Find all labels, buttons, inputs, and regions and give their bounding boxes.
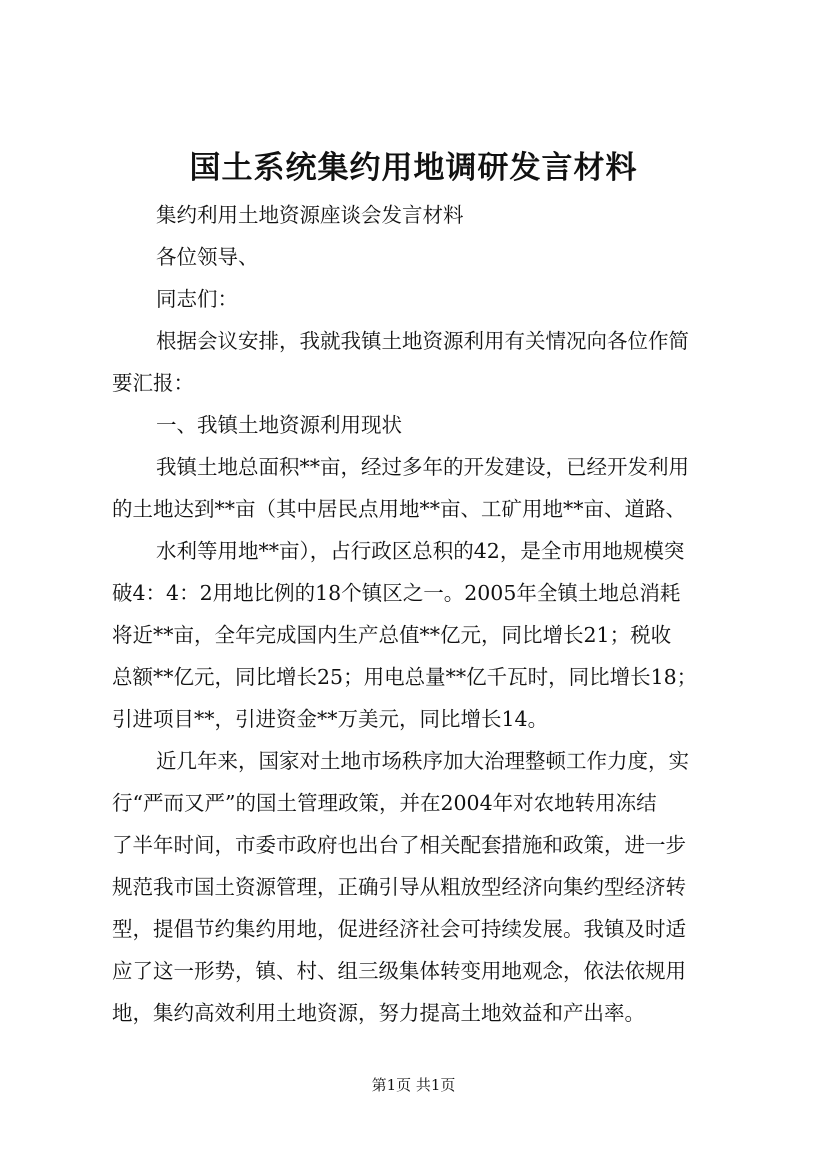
paragraph-line: 我镇土地总面积**亩，经过多年的开发建设，已经开发利用: [156, 455, 689, 479]
document-title: 国土系统集约用地调研发言材料: [189, 150, 638, 186]
paragraph-line: 的土地达到**亩（其中居民点用地**亩、工矿用地**亩、道路、: [112, 497, 686, 521]
paragraph-line: 将近**亩，全年完成国内生产总值**亿元，同比增长21；税收: [112, 623, 672, 647]
paragraph-line: 要汇报：: [112, 371, 194, 395]
paragraph-line: 型，提倡节约集约用地，促进经济社会可持续发展。我镇及时适: [112, 917, 686, 941]
paragraph-line: 规范我市国土资源管理，正确引导从粗放型经济向集约型经济转: [112, 875, 686, 899]
paragraph-line: 近几年来，国家对土地市场秩序加大治理整顿工作力度，实: [156, 749, 689, 773]
paragraph-line: 应了这一形势，镇、村、组三级集体转变用地观念，依法依规用: [112, 959, 686, 983]
paragraph-line: 根据会议安排，我就我镇土地资源利用有关情况向各位作简: [156, 329, 689, 353]
salutation-line: 各位领导、: [156, 245, 259, 269]
paragraph-line: 水利等用地**亩），占行政区总积的42，是全市用地规模突: [156, 539, 685, 563]
subtitle-line: 集约利用土地资源座谈会发言材料: [156, 203, 464, 227]
paragraph-line: 了半年时间，市委市政府也出台了相关配套措施和政策，进一步: [112, 833, 686, 857]
paragraph-line: 行“严而又严”的国土管理政策，并在2004年对农地转用冻结: [112, 791, 657, 815]
paragraph-line: 引进项目**，引进资金**万美元，同比增长14。: [112, 707, 549, 731]
salutation-line: 同志们：: [156, 287, 238, 311]
paragraph-line: 破4：4：2用地比例的18个镇区之一。2005年全镇土地总消耗: [112, 581, 681, 605]
page-footer: 第1页 共1页: [371, 1076, 456, 1094]
paragraph-line: 地，集约高效利用土地资源，努力提高土地效益和产出率。: [112, 1001, 645, 1025]
paragraph-line: 总额**亿元，同比增长25；用电总量**亿千瓦时，同比增长18；: [112, 665, 698, 689]
section-heading: 一、我镇土地资源利用现状: [156, 413, 402, 437]
